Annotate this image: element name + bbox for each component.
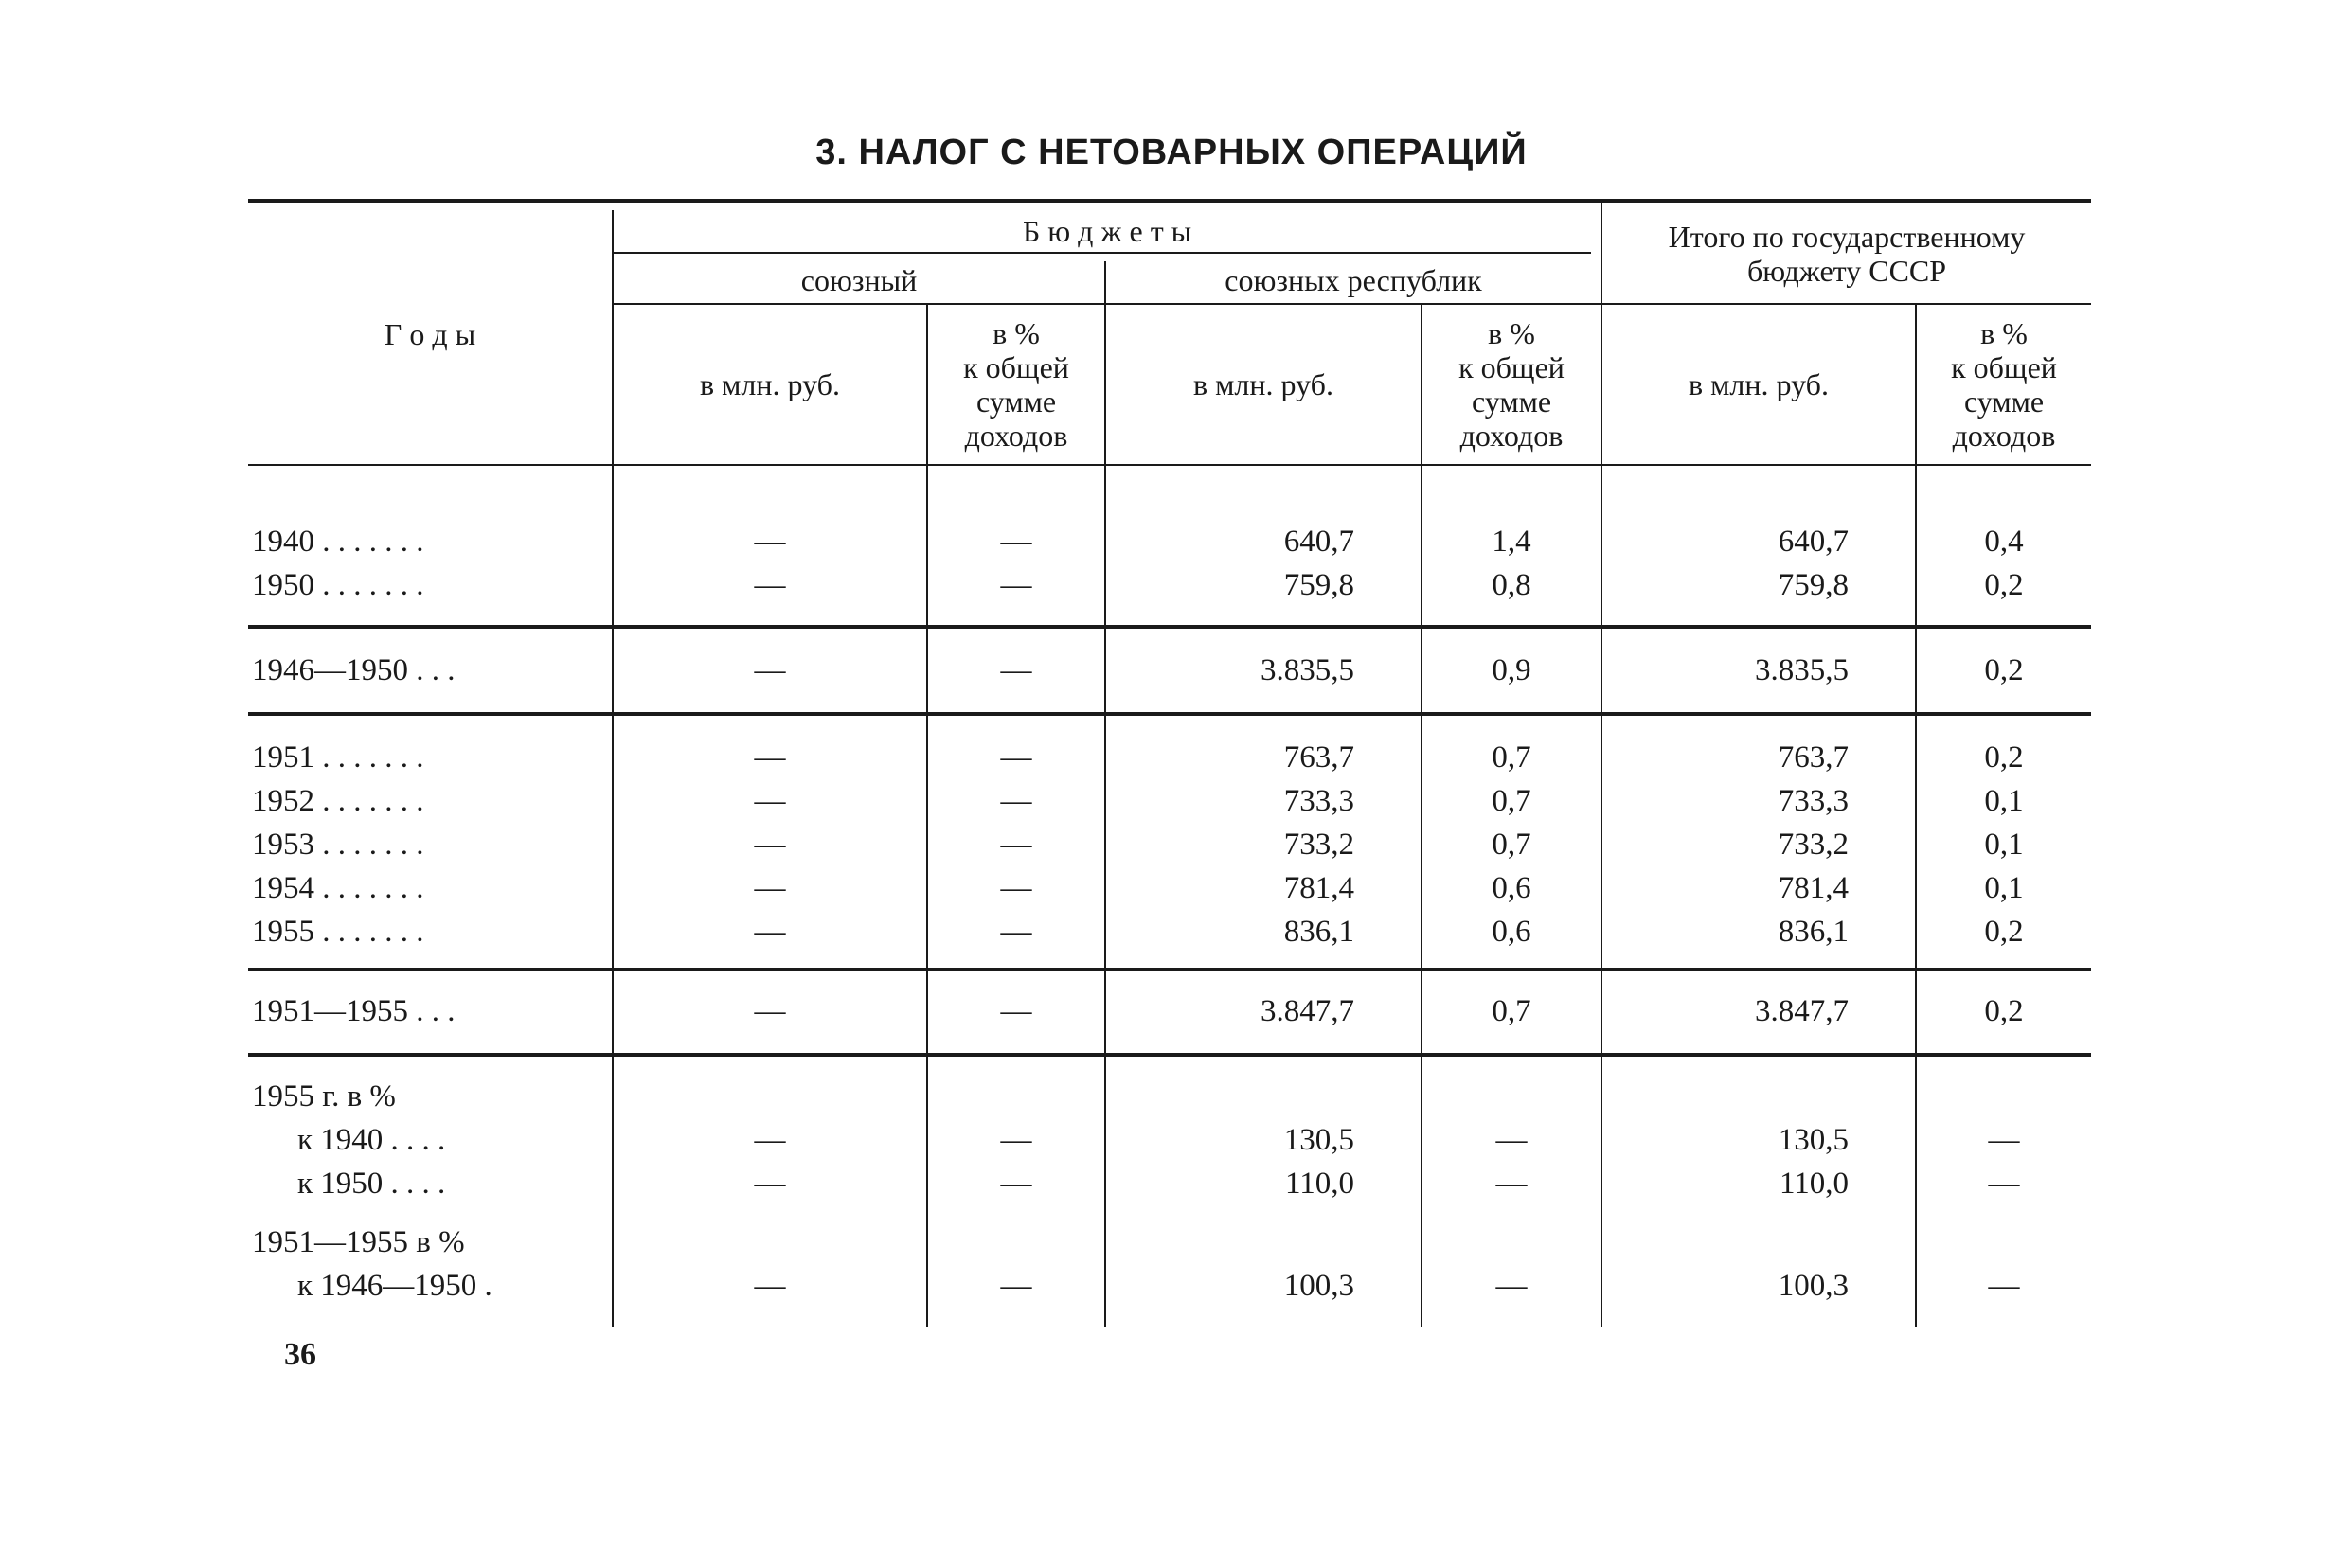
cell-r-pct: 0,8 bbox=[1492, 568, 1531, 602]
cell-u-mln: — bbox=[754, 568, 786, 602]
cell-u-pct: — bbox=[1000, 784, 1032, 818]
header-total-pct-2: к общей bbox=[1951, 350, 2057, 384]
cell-t-mln: 781,4 bbox=[1778, 871, 1849, 905]
header-republics-pct-4: доходов bbox=[1459, 419, 1564, 453]
cell-r-mln: 100,3 bbox=[1283, 1269, 1354, 1303]
rule-top bbox=[248, 199, 2091, 203]
row-label: 1946—1950 . . . bbox=[252, 653, 456, 687]
cell-r-pct: — bbox=[1495, 1269, 1528, 1303]
cell-u-mln: — bbox=[754, 784, 786, 818]
cell-u-pct: — bbox=[1000, 740, 1032, 775]
header-total-pct-3: сумме bbox=[1963, 384, 2045, 419]
row-label: 1950 . . . . . . . bbox=[252, 568, 424, 602]
header-total-pct-1: в % bbox=[1980, 316, 2028, 350]
cell-u-mln: — bbox=[754, 1123, 786, 1157]
header-republics-pct-1: в % bbox=[1488, 316, 1535, 350]
header-budgets: Б ю д ж е т ы bbox=[1022, 214, 1192, 248]
cell-u-mln: — bbox=[754, 994, 786, 1028]
cell-u-mln: — bbox=[754, 915, 786, 949]
cell-t-mln: 130,5 bbox=[1778, 1123, 1849, 1157]
header-union-mln: в млн. руб. bbox=[700, 367, 840, 401]
cell-r-mln: 836,1 bbox=[1283, 915, 1354, 949]
cell-t-pct: 0,1 bbox=[1984, 828, 2024, 862]
cell-t-mln: 640,7 bbox=[1778, 525, 1849, 559]
rule-budgets bbox=[614, 252, 1591, 254]
cell-t-pct: 0,2 bbox=[1984, 653, 2024, 687]
cell-r-mln: 130,5 bbox=[1283, 1123, 1354, 1157]
row-label: 1940 . . . . . . . bbox=[252, 525, 424, 559]
cell-r-mln: 733,2 bbox=[1283, 828, 1354, 862]
rule-group-3 bbox=[248, 968, 2091, 971]
cell-r-pct: 0,7 bbox=[1492, 784, 1531, 818]
cell-t-pct: 0,2 bbox=[1984, 740, 2024, 775]
cell-r-mln: 759,8 bbox=[1283, 568, 1354, 602]
row-label: к 1940 . . . . bbox=[297, 1123, 446, 1157]
cell-r-mln: 763,7 bbox=[1283, 740, 1354, 775]
cell-t-pct: — bbox=[1988, 1269, 2020, 1303]
cell-t-mln: 733,3 bbox=[1778, 784, 1849, 818]
cell-t-mln: 836,1 bbox=[1778, 915, 1849, 949]
cell-t-pct: 0,2 bbox=[1984, 994, 2024, 1028]
cell-t-pct: 0,2 bbox=[1984, 568, 2024, 602]
row-label: 1955 г. в % bbox=[252, 1079, 396, 1114]
cell-t-pct: 0,1 bbox=[1984, 871, 2024, 905]
cell-t-pct: 0,1 bbox=[1984, 784, 2024, 818]
cell-t-mln: 3.835,5 bbox=[1755, 653, 1849, 687]
row-label: 1951—1955 . . . bbox=[252, 994, 456, 1028]
row-label: 1954 . . . . . . . bbox=[252, 871, 424, 905]
cell-t-pct: 0,4 bbox=[1984, 525, 2024, 559]
cell-t-mln: 3.847,7 bbox=[1755, 994, 1849, 1028]
header-total-line1: Итого по государственному bbox=[1668, 220, 2026, 254]
cell-u-mln: — bbox=[754, 1269, 786, 1303]
cell-u-mln: — bbox=[754, 740, 786, 775]
row-label: 1955 . . . . . . . bbox=[252, 915, 424, 949]
header-years: Г о д ы bbox=[384, 317, 476, 351]
header-republics-pct-2: к общей bbox=[1458, 350, 1565, 384]
header-total-mln: в млн. руб. bbox=[1689, 367, 1829, 401]
cell-r-pct: 0,6 bbox=[1492, 915, 1531, 949]
cell-r-pct: 0,6 bbox=[1492, 871, 1531, 905]
cell-t-mln: 733,2 bbox=[1778, 828, 1849, 862]
cell-u-mln: — bbox=[754, 653, 786, 687]
cell-r-mln: 781,4 bbox=[1283, 871, 1354, 905]
cell-r-pct: 1,4 bbox=[1492, 525, 1531, 559]
cell-t-mln: 759,8 bbox=[1778, 568, 1849, 602]
cell-u-mln: — bbox=[754, 871, 786, 905]
cell-r-mln: 3.835,5 bbox=[1261, 653, 1354, 687]
row-label: к 1950 . . . . bbox=[297, 1167, 446, 1201]
header-union-pct-1: в % bbox=[993, 316, 1040, 350]
header-union-pct-3: сумме bbox=[975, 384, 1057, 419]
header-total-pct-4: доходов bbox=[1952, 419, 2056, 453]
cell-r-pct: 0,7 bbox=[1492, 994, 1531, 1028]
row-label: 1953 . . . . . . . bbox=[252, 828, 424, 862]
cell-t-mln: 110,0 bbox=[1779, 1167, 1849, 1201]
row-label: 1951 . . . . . . . bbox=[252, 740, 424, 775]
cell-r-mln: 640,7 bbox=[1283, 525, 1354, 559]
header-union-pct-2: к общей bbox=[963, 350, 1069, 384]
cell-u-pct: — bbox=[1000, 653, 1032, 687]
cell-u-mln: — bbox=[754, 525, 786, 559]
cell-u-mln: — bbox=[754, 828, 786, 862]
row-label: 1951—1955 в % bbox=[252, 1225, 465, 1259]
header-republics-mln: в млн. руб. bbox=[1193, 367, 1333, 401]
rule-subheads bbox=[614, 303, 2091, 305]
table-title: 3. НАЛОГ С НЕТОВАРНЫХ ОПЕРАЦИЙ bbox=[815, 133, 1528, 172]
rule-header-bottom bbox=[248, 464, 2091, 466]
header-republics: союзных республик bbox=[1225, 263, 1482, 297]
rule-group-2 bbox=[248, 712, 2091, 716]
cell-t-mln: 763,7 bbox=[1778, 740, 1849, 775]
cell-u-pct: — bbox=[1000, 1167, 1032, 1201]
header-union: союзный bbox=[800, 263, 918, 297]
cell-r-pct: 0,7 bbox=[1492, 740, 1531, 775]
cell-t-pct: — bbox=[1988, 1123, 2020, 1157]
cell-u-pct: — bbox=[1000, 1123, 1032, 1157]
header-total-line2: бюджету СССР bbox=[1746, 254, 1947, 288]
cell-u-pct: — bbox=[1000, 915, 1032, 949]
row-label: 1952 . . . . . . . bbox=[252, 784, 424, 818]
cell-u-pct: — bbox=[1000, 994, 1032, 1028]
cell-r-pct: — bbox=[1495, 1123, 1528, 1157]
cell-r-pct: — bbox=[1495, 1167, 1528, 1201]
cell-t-pct: 0,2 bbox=[1984, 915, 2024, 949]
cell-u-pct: — bbox=[1000, 828, 1032, 862]
rule-group-4 bbox=[248, 1053, 2091, 1057]
cell-t-pct: — bbox=[1988, 1167, 2020, 1201]
cell-t-mln: 100,3 bbox=[1778, 1269, 1849, 1303]
cell-r-pct: 0,9 bbox=[1492, 653, 1531, 687]
cell-u-pct: — bbox=[1000, 568, 1032, 602]
cell-u-pct: — bbox=[1000, 871, 1032, 905]
cell-r-mln: 110,0 bbox=[1284, 1167, 1354, 1201]
rule-group-1 bbox=[248, 625, 2091, 629]
header-republics-pct-3: сумме bbox=[1471, 384, 1552, 419]
cell-r-pct: 0,7 bbox=[1492, 828, 1531, 862]
cell-u-mln: — bbox=[754, 1167, 786, 1201]
cell-r-mln: 3.847,7 bbox=[1261, 994, 1354, 1028]
header-union-pct-4: доходов bbox=[964, 419, 1068, 453]
page-number: 36 bbox=[284, 1337, 316, 1372]
row-label: к 1946—1950 . bbox=[297, 1269, 492, 1303]
cell-r-mln: 733,3 bbox=[1283, 784, 1354, 818]
cell-u-pct: — bbox=[1000, 525, 1032, 559]
cell-u-pct: — bbox=[1000, 1269, 1032, 1303]
